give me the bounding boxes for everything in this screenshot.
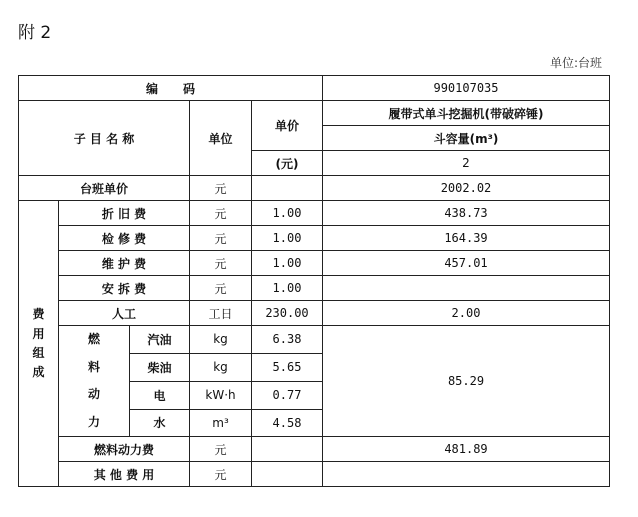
machine-name: 履带式单斗挖掘机(带破碎锤): [323, 101, 610, 126]
price-unit: (元): [252, 151, 323, 176]
fuel-name: 电: [130, 381, 190, 409]
shift-price-price: [252, 176, 323, 201]
spec-label: 斗容量(m³): [323, 126, 610, 151]
cost-value: 164.39: [323, 226, 610, 251]
cost-name: 检 修 费: [59, 226, 190, 251]
fuel-price: 6.38: [252, 326, 323, 354]
cost-row: [19, 276, 610, 301]
header-row-1: [19, 101, 610, 126]
fuel-group-char: 燃: [87, 332, 100, 346]
spec-value: 2: [323, 151, 610, 176]
fuel-value: 85.29: [323, 326, 610, 437]
tail-unit: 元: [190, 437, 252, 462]
group-char: 组: [32, 345, 45, 360]
cost-unit: 工日: [190, 301, 252, 326]
cost-row: [19, 201, 610, 226]
fuel-group-char: 料: [87, 359, 100, 374]
tail-row: [19, 437, 610, 462]
tail-name: 其 他 费 用: [59, 462, 190, 487]
cost-row: [19, 251, 610, 276]
fuel-price: 4.58: [252, 409, 323, 437]
fuel-group-label: [59, 326, 130, 437]
machine-shift-cost-table: [18, 75, 610, 487]
tail-price: [252, 437, 323, 462]
tail-value: [323, 462, 610, 487]
fuel-unit: m³: [190, 409, 252, 437]
cost-value: 457.01: [323, 251, 610, 276]
fuel-group-char: 力: [87, 414, 100, 429]
group-char: 成: [32, 364, 45, 379]
code-label: 编 码: [19, 76, 323, 101]
tail-row: [19, 462, 610, 487]
cost-unit: 元: [190, 226, 252, 251]
cost-price: 1.00: [252, 201, 323, 226]
tail-name: 燃料动力费: [59, 437, 190, 462]
fuel-price: 5.65: [252, 353, 323, 381]
unit-header: 单位: [190, 101, 252, 176]
cost-name: 安 拆 费: [59, 276, 190, 301]
fuel-name: 水: [130, 409, 190, 437]
fuel-price: 0.77: [252, 381, 323, 409]
shift-price-label: 台班单价: [19, 176, 190, 201]
cost-price: 1.00: [252, 226, 323, 251]
tail-value: 481.89: [323, 437, 610, 462]
cost-unit: 元: [190, 201, 252, 226]
fuel-row: [19, 326, 610, 354]
cost-value: 438.73: [323, 201, 610, 226]
fuel-name: 柴油: [130, 353, 190, 381]
group-char: 费: [32, 307, 45, 322]
tail-price: [252, 462, 323, 487]
item-name-label: 子 目 名 称: [19, 101, 190, 176]
code-row: [19, 76, 610, 101]
page-title: 附 2: [18, 23, 52, 43]
cost-name: 维 护 费: [59, 251, 190, 276]
unit-note: 单位:台班: [549, 56, 602, 70]
fuel-name: 汽油: [130, 326, 190, 354]
shift-price-row: [19, 176, 610, 201]
price-header: 单价: [252, 101, 323, 151]
shift-price-value: 2002.02: [323, 176, 610, 201]
cost-price: 230.00: [252, 301, 323, 326]
shift-price-unit: 元: [190, 176, 252, 201]
cost-row: [19, 301, 610, 326]
fuel-unit: kg: [190, 326, 252, 354]
group-char: 用: [32, 326, 45, 341]
tail-unit: 元: [190, 462, 252, 487]
code-value: 990107035: [323, 76, 610, 101]
cost-name: 折 旧 费: [59, 201, 190, 226]
cost-group-label: [19, 201, 59, 487]
cost-unit: 元: [190, 251, 252, 276]
fuel-group-char: 动: [87, 387, 100, 402]
cost-name: 人工: [59, 301, 190, 326]
cost-price: 1.00: [252, 251, 323, 276]
cost-unit: 元: [190, 276, 252, 301]
cost-price: 1.00: [252, 276, 323, 301]
fuel-unit: kW·h: [190, 381, 252, 409]
cost-value: 2.00: [323, 301, 610, 326]
fuel-unit: kg: [190, 353, 252, 381]
cost-value: [323, 276, 610, 301]
cost-row: [19, 226, 610, 251]
